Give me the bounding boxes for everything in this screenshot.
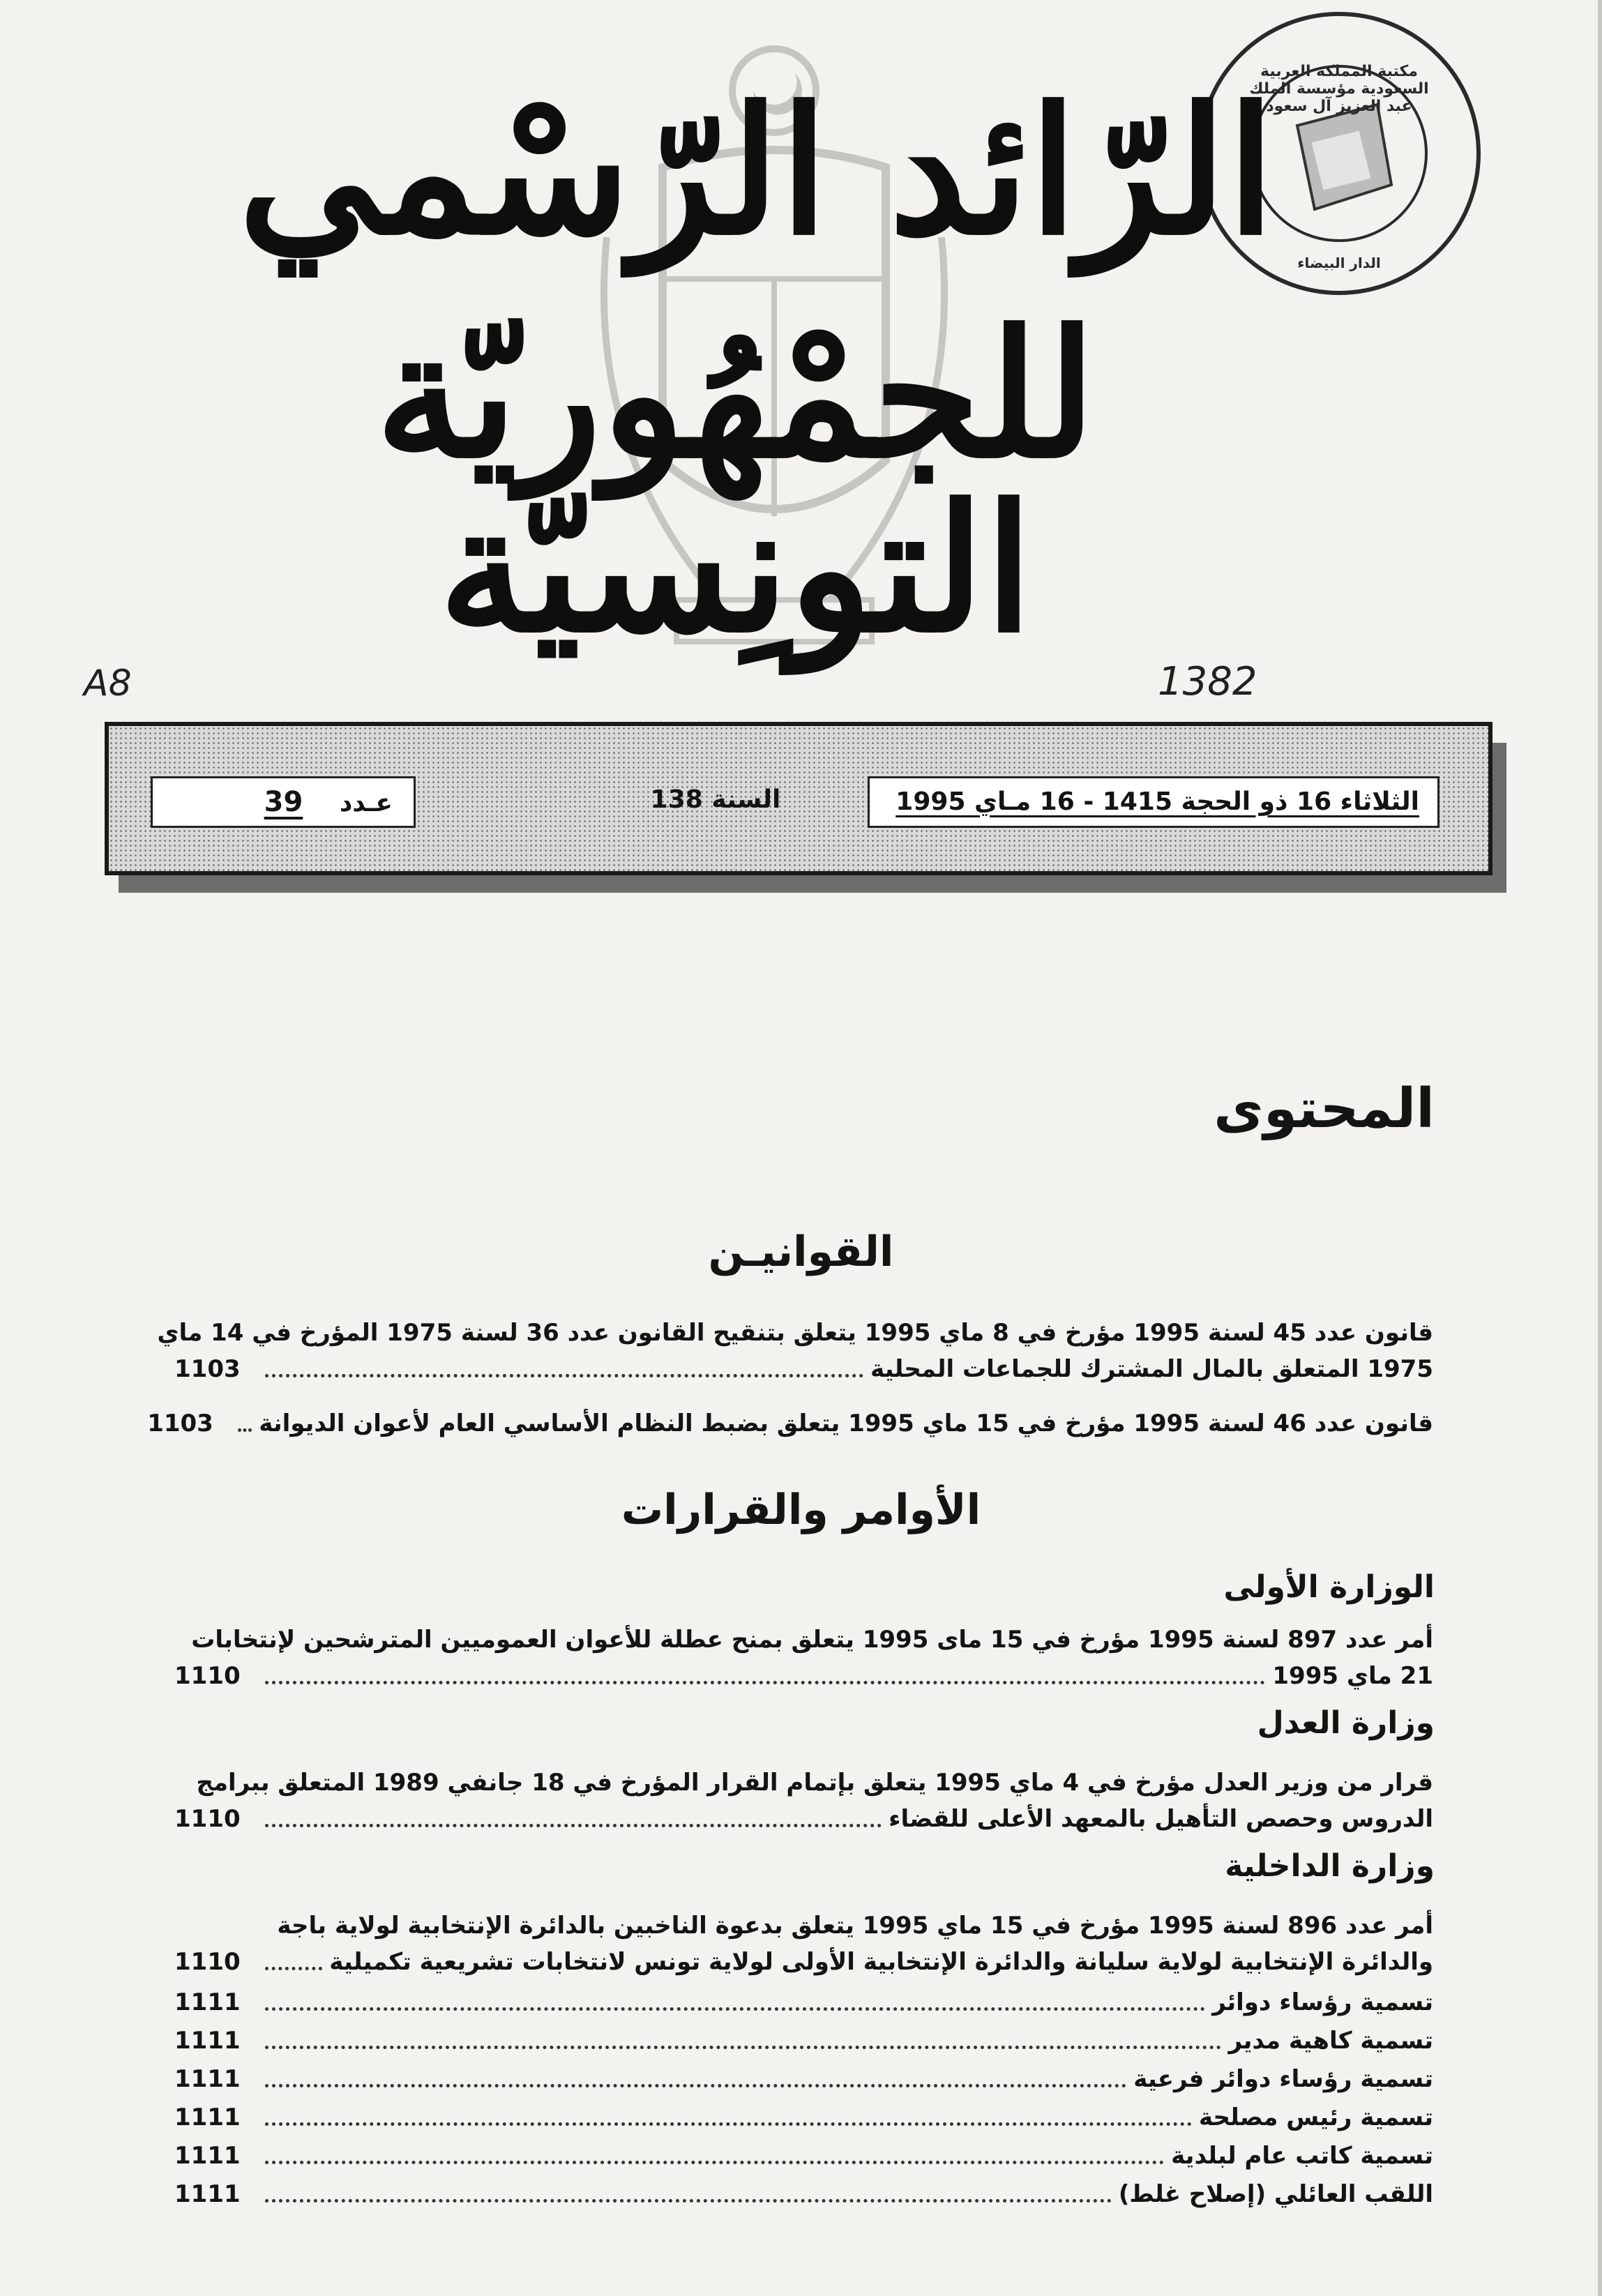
leader-dots bbox=[265, 2161, 1164, 2164]
ministry-heading-justice: وزارة العدل bbox=[1257, 1705, 1435, 1741]
ministry-heading-interior: وزارة الداخلية bbox=[1225, 1848, 1435, 1884]
law-entry-2 bbox=[147, 1405, 1433, 1442]
order-entry-interior-7-text: اللقب العائلي (إصلاح غلط) bbox=[1118, 2180, 1433, 2208]
order-entry-interior-5-page: 1111 bbox=[174, 2104, 241, 2131]
issue-year: السنة 138 bbox=[650, 785, 781, 814]
law-entry-2-line-1: قانون عدد 46 لسنة 1995 مؤرخ في 15 ماي 1995 يتعلق بضبط النظام الأساسي العام لأعوان الديوانة bbox=[259, 1410, 1433, 1437]
order-entry-justice-1 bbox=[174, 1765, 1433, 1837]
order-entry-interior-1-page: 1110 bbox=[174, 1948, 241, 1976]
handwritten-note-left: A8 bbox=[84, 663, 132, 704]
order-entry-prime-1 bbox=[174, 1622, 1433, 1694]
law-entry-1-line-2: 1975 المتعلق بالمال المشترك للجماعات المحلية bbox=[870, 1355, 1433, 1383]
issue-number-box bbox=[151, 776, 416, 828]
orders-section-title: الأوامر والقرارات bbox=[621, 1486, 981, 1534]
leader-dots bbox=[238, 1428, 252, 1432]
masthead-line-2: للجمْهُوريّة التونِسيّة bbox=[375, 292, 1096, 671]
issue-date-box bbox=[868, 776, 1439, 828]
contents-title: المحتوى bbox=[1214, 1078, 1435, 1140]
law-entry-1-line-1: قانون عدد 45 لسنة 1995 مؤرخ في 8 ماي 1995 يتعلق بتنقيح القانون عدد 36 لسنة 1975 المؤرخ في 14 ماي bbox=[157, 1319, 1433, 1347]
order-entry-interior-7-page: 1111 bbox=[174, 2180, 241, 2208]
issue-banner bbox=[105, 722, 1493, 875]
leader-dots bbox=[265, 2199, 1112, 2203]
order-entry-prime-1-page: 1110 bbox=[174, 1662, 241, 1690]
order-entry-interior-2-text: تسمية رؤساء دوائر bbox=[1212, 1988, 1433, 2016]
leader-dots bbox=[265, 2007, 1205, 2011]
laws-section-title: القوانيـن bbox=[708, 1228, 894, 1276]
leader-dots bbox=[265, 1824, 882, 1827]
order-entry-interior-1 bbox=[174, 1908, 1433, 1980]
order-entry-interior-2 bbox=[174, 1984, 1433, 2021]
order-entry-interior-4-text: تسمية رؤساء دوائر فرعية bbox=[1133, 2065, 1433, 2093]
law-entry-1 bbox=[157, 1315, 1433, 1387]
order-entry-interior-3-page: 1111 bbox=[174, 2027, 241, 2055]
leader-dots bbox=[265, 1967, 322, 1970]
order-entry-interior-5-text: تسمية رئيس مصلحة bbox=[1198, 2104, 1433, 2131]
order-entry-interior-1-line-1: أمر عدد 896 لسنة 1995 مؤرخ في 15 ماي 1995 يتعلق بدعوة الناخبين بالدائرة الإنتخابية لولاية باجة bbox=[277, 1912, 1433, 1940]
ministry-heading-prime: الوزارة الأولى bbox=[1223, 1569, 1435, 1605]
leader-dots bbox=[265, 2122, 1192, 2126]
stamp-bottom-text: الدار البيضاء bbox=[1297, 255, 1381, 271]
order-entry-justice-1-line-2: الدروس وحصص التأهيل بالمعهد الأعلى للقضاء bbox=[889, 1805, 1433, 1833]
leader-dots bbox=[265, 1681, 1265, 1684]
order-entry-interior-7 bbox=[174, 2176, 1433, 2212]
order-entry-justice-1-line-1: قرار من وزير العدل مؤرخ في 4 ماي 1995 يتعلق بإتمام القرار المؤرخ في 18 جانفي 1989 المتعلق ببرامج bbox=[196, 1769, 1433, 1797]
order-entry-justice-1-page: 1110 bbox=[174, 1805, 241, 1833]
masthead-line-1: الرّائد الرّسْمي bbox=[238, 68, 1276, 273]
order-entry-interior-6 bbox=[174, 2138, 1433, 2174]
order-entry-interior-3 bbox=[174, 2023, 1433, 2059]
handwritten-note-right: 1382 bbox=[1158, 659, 1257, 704]
order-entry-interior-4-page: 1111 bbox=[174, 2065, 241, 2093]
leader-dots bbox=[265, 2046, 1221, 2049]
order-entry-interior-4 bbox=[174, 2061, 1433, 2097]
order-entry-interior-2-page: 1111 bbox=[174, 1988, 241, 2016]
law-entry-2-page: 1103 bbox=[147, 1410, 213, 1437]
stamp-text: مكتبة المملكة العربية السعودية مؤسسة الملك عبد العزيز آل سعود bbox=[1249, 63, 1429, 115]
issue-label: عـدد bbox=[339, 789, 393, 817]
order-entry-interior-5 bbox=[174, 2099, 1433, 2136]
issue-number: 39 bbox=[264, 786, 303, 818]
order-entry-interior-1-line-2: والدائرة الإنتخابية لولاية سليانة والدائرة الإنتخابية الأولى لولاية تونس لانتخابات تشريعية تكميلية bbox=[329, 1948, 1433, 1976]
leader-dots bbox=[265, 1374, 863, 1377]
leader-dots bbox=[265, 2084, 1126, 2087]
order-entry-interior-3-text: تسمية كاهية مدير bbox=[1228, 2027, 1433, 2055]
order-entry-prime-1-line-2: 21 ماي 1995 bbox=[1272, 1662, 1433, 1690]
issue-date: الثلاثاء 16 ذو الحجة 1415 - 16 مـاي 1995 bbox=[896, 787, 1419, 816]
law-entry-1-page: 1103 bbox=[174, 1355, 241, 1383]
order-entry-prime-1-line-1: أمر عدد 897 لسنة 1995 مؤرخ في 15 ماى 1995 يتعلق بمنح عطلة للأعوان العموميين المترشحين لإنتخابات bbox=[191, 1626, 1433, 1654]
order-entry-interior-6-page: 1111 bbox=[174, 2142, 241, 2170]
order-entry-interior-6-text: تسمية كاتب عام لبلدية bbox=[1171, 2142, 1433, 2170]
